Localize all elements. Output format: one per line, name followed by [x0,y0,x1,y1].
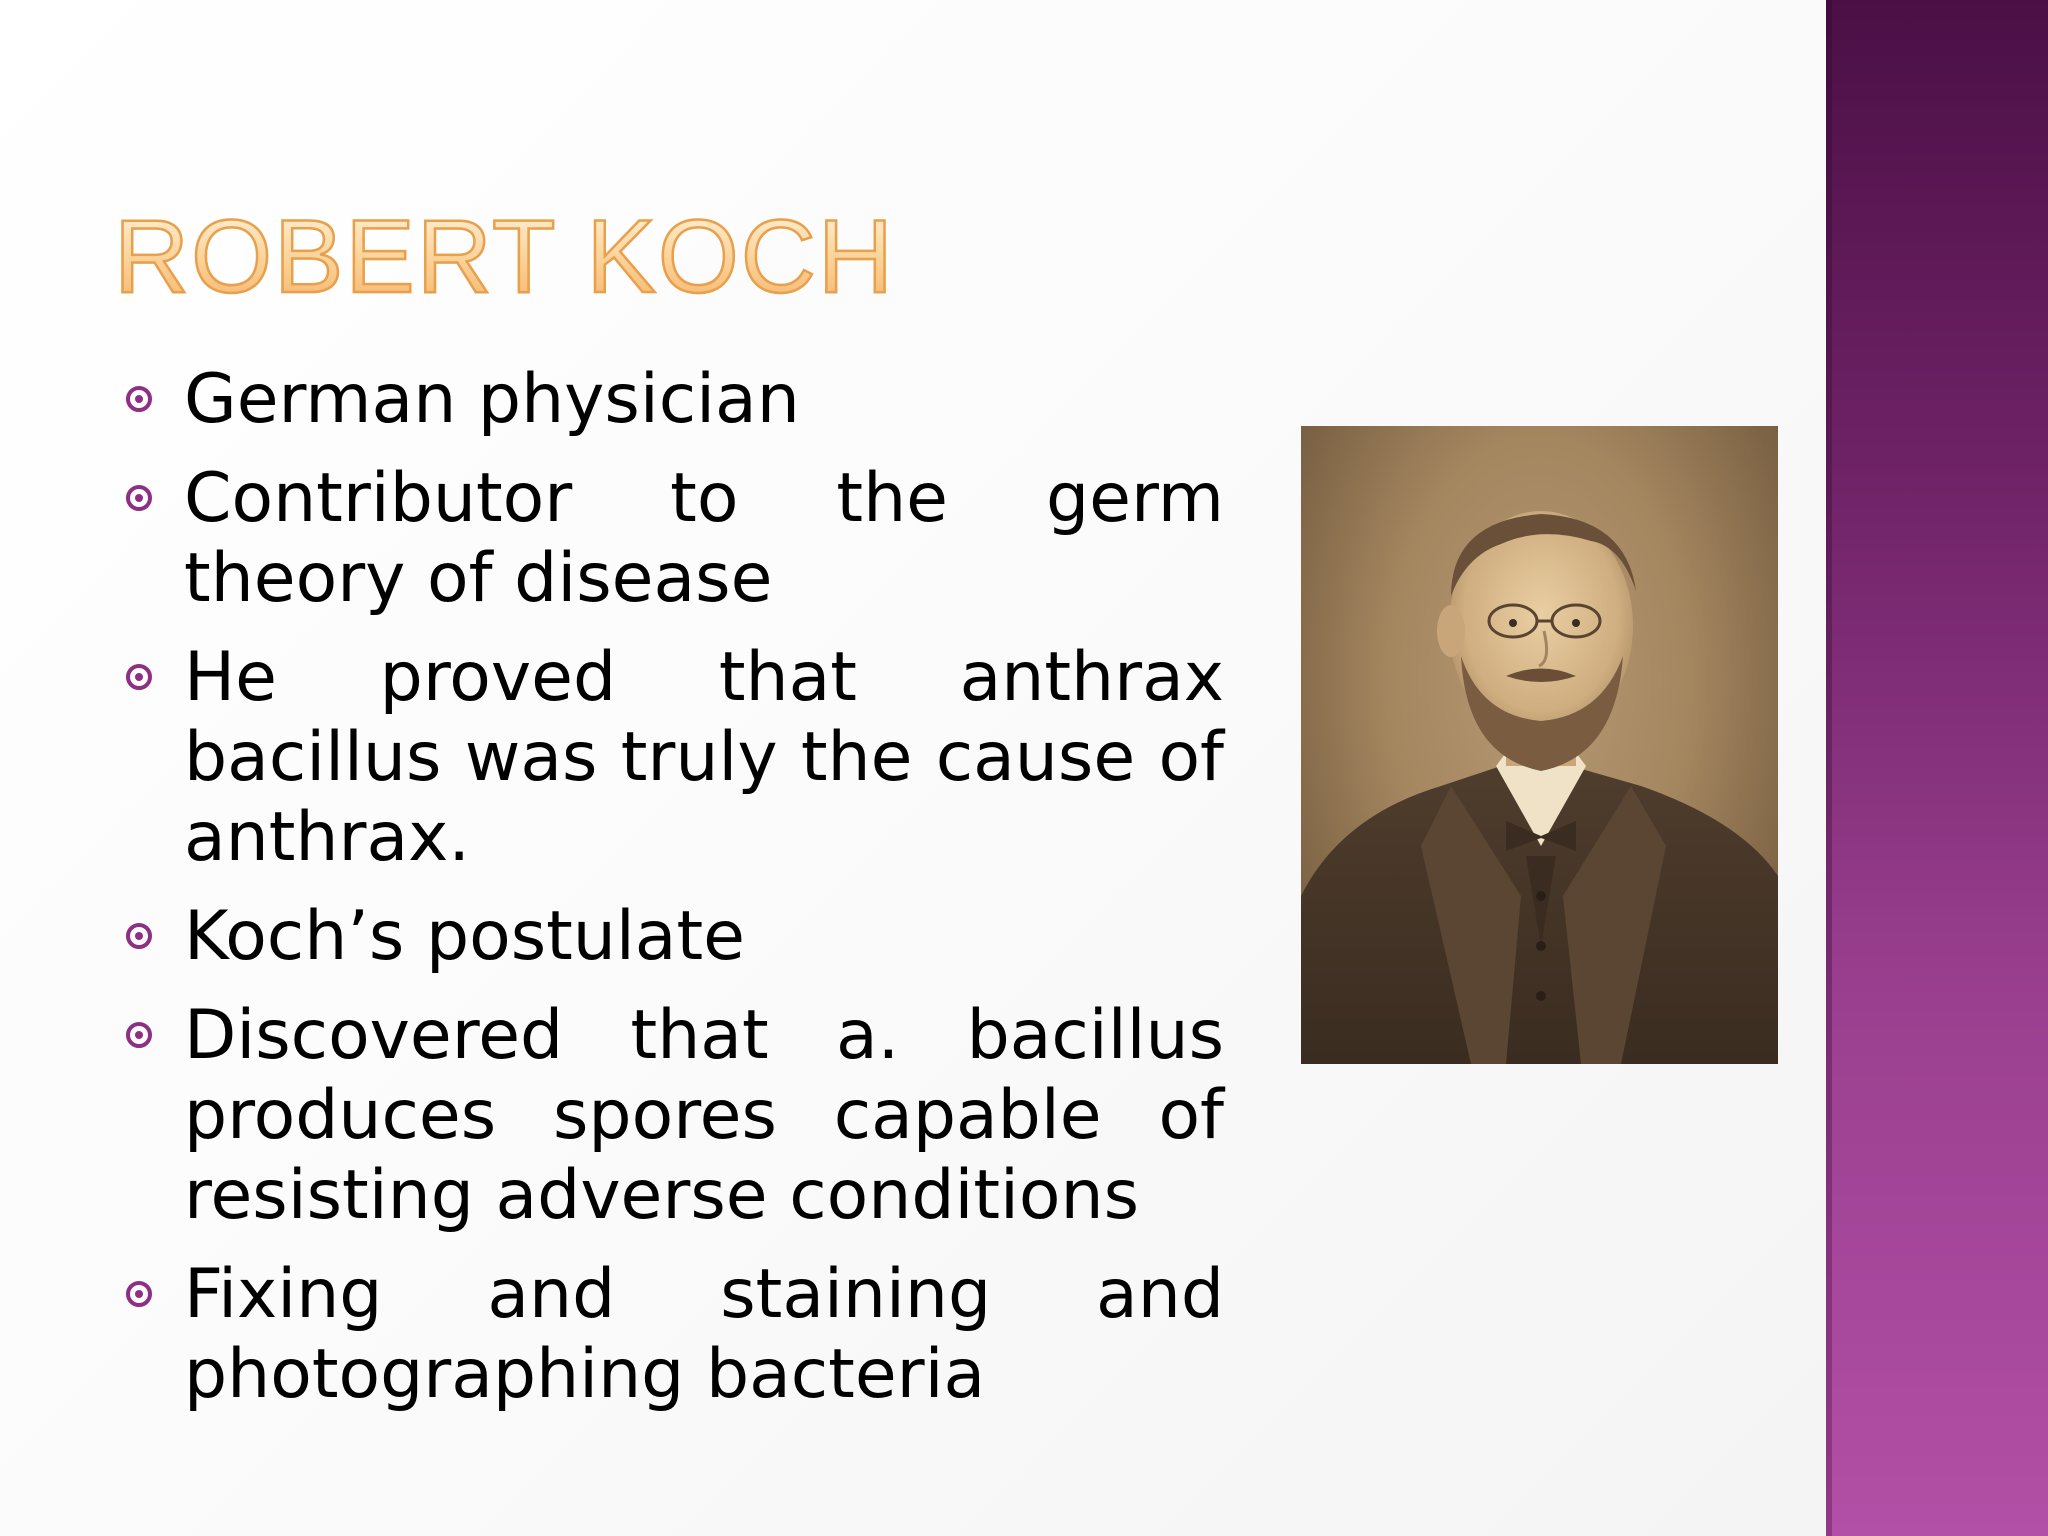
bullet-item [126,459,1224,619]
circle-dot-bullet-icon [126,664,152,690]
bullet-item [126,1255,1224,1415]
portrait-illustration [1301,426,1778,1064]
bullet-item [126,638,1224,878]
bullet-text: Discovered that a. bacillus produces spores capable of resisting adverse conditions [184,996,1224,1235]
circle-dot-bullet-icon [126,485,152,511]
circle-dot-bullet-icon [126,923,152,949]
bullet-text: He proved that anthrax bacillus was truly the cause of anthrax. [184,638,1224,877]
circle-dot-bullet-icon [126,1022,152,1048]
bullet-list [126,360,1224,1434]
circle-dot-bullet-icon [126,1281,152,1307]
portrait-photo [1301,426,1778,1064]
bullet-item [126,360,1224,440]
bullet-text: German physician [184,360,800,439]
decorative-side-band [1826,0,2048,1536]
bullet-item [126,996,1224,1236]
bullet-item [126,897,1224,977]
bullet-text: Contributor to the germ theory of disease [184,459,1224,618]
slide-title: ROBERT KOCH [114,199,895,315]
bullet-text: Fixing and staining and photographing bacteria [184,1255,1224,1414]
bullet-text: Koch’s postulate [184,897,745,976]
circle-dot-bullet-icon [126,386,152,412]
